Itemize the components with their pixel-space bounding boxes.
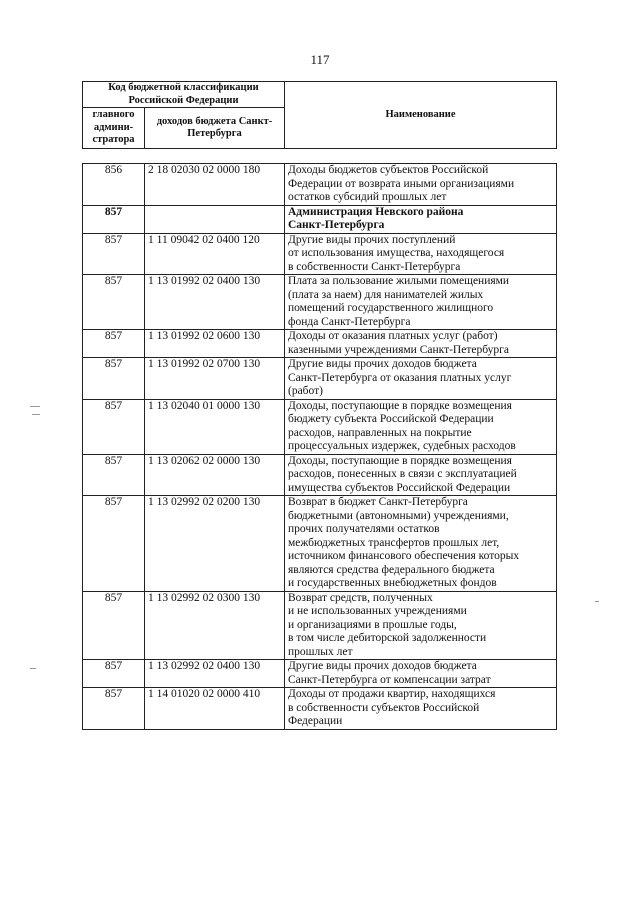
- name-column-header: Наименование: [285, 82, 557, 149]
- name-line: Доходы бюджетов субъектов Российской: [288, 164, 489, 176]
- admin-code: 857: [83, 454, 145, 496]
- name-line: (работ): [288, 385, 323, 397]
- scan-mark: [595, 601, 599, 602]
- table-row: [83, 660, 557, 688]
- table-row: [83, 233, 557, 275]
- name-line: являются средства федерального бюджета: [288, 563, 495, 576]
- name-line: Доходы от продажи квартир, находящихся: [288, 688, 496, 700]
- name-line: и организациями в прошлые годы,: [288, 618, 457, 631]
- income-code: 1 13 02062 02 0000 130: [145, 454, 285, 496]
- name-line: Другие виды прочих доходов бюджета: [288, 660, 477, 672]
- admin-code: 857: [83, 275, 145, 330]
- table-row: [83, 496, 557, 592]
- name-line: Доходы, поступающие в порядке возмещения: [288, 454, 512, 467]
- admin-code: 857: [83, 399, 145, 454]
- name-line: в том числе дебиторской задолженности: [288, 632, 487, 644]
- income-name: [285, 496, 557, 592]
- page-number: 117: [310, 52, 330, 67]
- name-line: и государственных внебюджетных фондов: [288, 577, 497, 589]
- income-name: [285, 205, 557, 233]
- income-code: 1 13 01992 02 0600 130: [145, 330, 285, 358]
- name-line: остатков субсидий прошлых лет: [288, 191, 447, 203]
- table-row: [83, 591, 557, 660]
- name-line: расходов, направленных на покрытие: [288, 426, 472, 439]
- scan-mark: [30, 406, 40, 407]
- name-line: Санкт-Петербурга от оказания платных услуг: [288, 371, 512, 384]
- admin-code: 857: [83, 591, 145, 660]
- income-name: [285, 399, 557, 454]
- name-line: Администрация Невского района: [288, 205, 464, 218]
- name-line: Возврат средств, полученных: [288, 591, 433, 604]
- admin-code: 857: [83, 688, 145, 730]
- table-row: [83, 205, 557, 233]
- income-code: 1 13 01992 02 0700 130: [145, 358, 285, 400]
- name-line: расходов, понесенных в связи с эксплуатацией: [288, 468, 517, 480]
- income-code: 2 18 02030 02 0000 180: [145, 164, 285, 206]
- income-name: [285, 275, 557, 330]
- name-line: Другие виды прочих поступлений: [288, 233, 456, 246]
- name-line: помещений государственного жилищного: [288, 302, 494, 314]
- name-line: бюджетными (автономными) учреждениями,: [288, 509, 509, 522]
- name-line: источником финансового обеспечения которых: [288, 550, 520, 562]
- income-table: [82, 163, 557, 730]
- income-name: [285, 591, 557, 660]
- income-code: 1 13 02040 01 0000 130: [145, 399, 285, 454]
- income-code: [145, 205, 285, 233]
- name-line: в собственности Санкт-Петербурга: [288, 260, 461, 273]
- name-line: Доходы от оказания платных услуг (работ): [288, 330, 498, 342]
- admin-code: 857: [83, 496, 145, 592]
- income-name: [285, 660, 557, 688]
- income-name: [285, 330, 557, 358]
- name-line: Федерации от возврата иными организациями: [288, 177, 515, 190]
- name-line: имущества субъектов Российской Федерации: [288, 481, 511, 494]
- name-line: процессуальных издержек, судебных расходов: [288, 440, 516, 452]
- name-line: прочих получателями остатков: [288, 523, 440, 535]
- income-name: [285, 358, 557, 400]
- admin-code: 857: [83, 205, 145, 233]
- name-line: Плата за пользование жилыми помещениями: [288, 275, 510, 287]
- name-line: Возврат в бюджет Санкт-Петербурга: [288, 496, 468, 508]
- income-code: 1 13 02992 02 0300 130: [145, 591, 285, 660]
- admin-code: 857: [83, 233, 145, 275]
- income-code: 1 13 02992 02 0400 130: [145, 660, 285, 688]
- income-name: [285, 688, 557, 730]
- table-row: [83, 358, 557, 400]
- income-name: [285, 164, 557, 206]
- kbk-group-header: Код бюджетной классификации Российской Федерации: [83, 82, 285, 108]
- name-line: Федерации: [288, 715, 343, 727]
- income-column-header: доходов бюджета Санкт-Петербурга: [145, 108, 285, 149]
- name-line: в собственности субъектов Российской: [288, 701, 480, 714]
- admin-code: 856: [83, 164, 145, 206]
- admin-column-header: главного админи-стратора: [83, 108, 145, 149]
- table-row: [83, 399, 557, 454]
- income-code: 1 11 09042 02 0400 120: [145, 233, 285, 275]
- table-row: [83, 275, 557, 330]
- admin-code: 857: [83, 358, 145, 400]
- income-code: 1 13 01992 02 0400 130: [145, 275, 285, 330]
- name-line: Санкт-Петербурга: [288, 219, 385, 231]
- table-row: [83, 330, 557, 358]
- table-row: [83, 454, 557, 496]
- header-table: [82, 81, 557, 149]
- admin-code: 857: [83, 330, 145, 358]
- scan-mark: [30, 668, 36, 669]
- name-line: Доходы, поступающие в порядке возмещения: [288, 399, 512, 412]
- scan-mark: [32, 414, 40, 415]
- income-name: [285, 454, 557, 496]
- admin-code: 857: [83, 660, 145, 688]
- name-line: Другие виды прочих доходов бюджета: [288, 358, 477, 370]
- name-line: Санкт-Петербурга от компенсации затрат: [288, 673, 491, 686]
- name-line: бюджету субъекта Российской Федерации: [288, 413, 494, 425]
- income-code: 1 14 01020 02 0000 410: [145, 688, 285, 730]
- name-line: (плата за наем) для нанимателей жилых: [288, 288, 484, 301]
- name-line: фонда Санкт-Петербурга: [288, 315, 411, 328]
- income-code: 1 13 02992 02 0200 130: [145, 496, 285, 592]
- name-line: межбюджетных трансфертов прошлых лет,: [288, 536, 500, 549]
- table-row: [83, 164, 557, 206]
- name-line: казенными учреждениями Санкт-Петербурга: [288, 343, 509, 356]
- name-line: от использования имущества, находящегося: [288, 247, 505, 259]
- name-line: прошлых лет: [288, 645, 353, 658]
- income-name: [285, 233, 557, 275]
- table-row: [83, 688, 557, 730]
- name-line: и не использованных учреждениями: [288, 605, 467, 617]
